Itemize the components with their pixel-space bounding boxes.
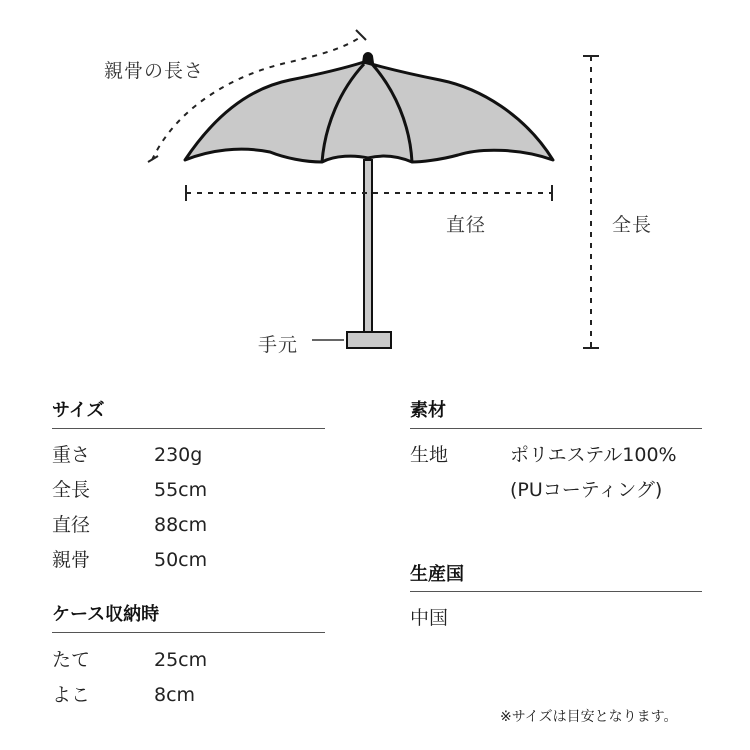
- origin-divider: [410, 591, 702, 592]
- spec-label: 親骨: [52, 549, 91, 571]
- spec-label: 生地: [410, 444, 449, 466]
- material-section-title: 素材: [410, 400, 446, 421]
- diameter-label: 直径: [446, 214, 487, 236]
- spec-value: 55cm: [154, 479, 208, 501]
- total-length-label: 全長: [612, 214, 653, 236]
- handle-label: 手元: [258, 334, 299, 356]
- spec-row-diameter: [52, 510, 207, 537]
- case-row-height: [52, 645, 207, 672]
- spec-value: 88cm: [154, 514, 208, 536]
- size-divider: [52, 428, 325, 429]
- spec-label: 直径: [52, 514, 91, 536]
- spec-label: 重さ: [52, 444, 91, 466]
- spec-value: 230g: [154, 444, 203, 466]
- size-note: ※サイズは目安となります。: [500, 709, 678, 725]
- spec-label: たて: [52, 649, 91, 671]
- spec-value: 8cm: [154, 684, 196, 706]
- case-section-title: ケース収納時: [52, 604, 160, 625]
- material-divider: [410, 428, 702, 429]
- spec-label: よこ: [52, 684, 91, 706]
- case-row-width: [52, 680, 195, 707]
- spec-label: 全長: [52, 479, 91, 501]
- rib-length-label: 親骨の長さ: [104, 60, 205, 82]
- spec-value: ポリエステル100%: [510, 444, 677, 466]
- spec-value: 50cm: [154, 549, 208, 571]
- spec-value: 25cm: [154, 649, 208, 671]
- spec-row-weight: [52, 440, 202, 467]
- spec-row-rib: [52, 545, 207, 572]
- umbrella-canopy: [185, 62, 553, 162]
- origin-section-title: 生産国: [410, 564, 464, 585]
- size-section-title: サイズ: [52, 400, 105, 421]
- material-row-fabric: [410, 440, 677, 467]
- spec-row-length: [52, 475, 207, 502]
- origin-value: 中国: [410, 607, 449, 629]
- material-row-fabric-coating: (PUコーティング): [510, 479, 663, 501]
- case-divider: [52, 632, 325, 633]
